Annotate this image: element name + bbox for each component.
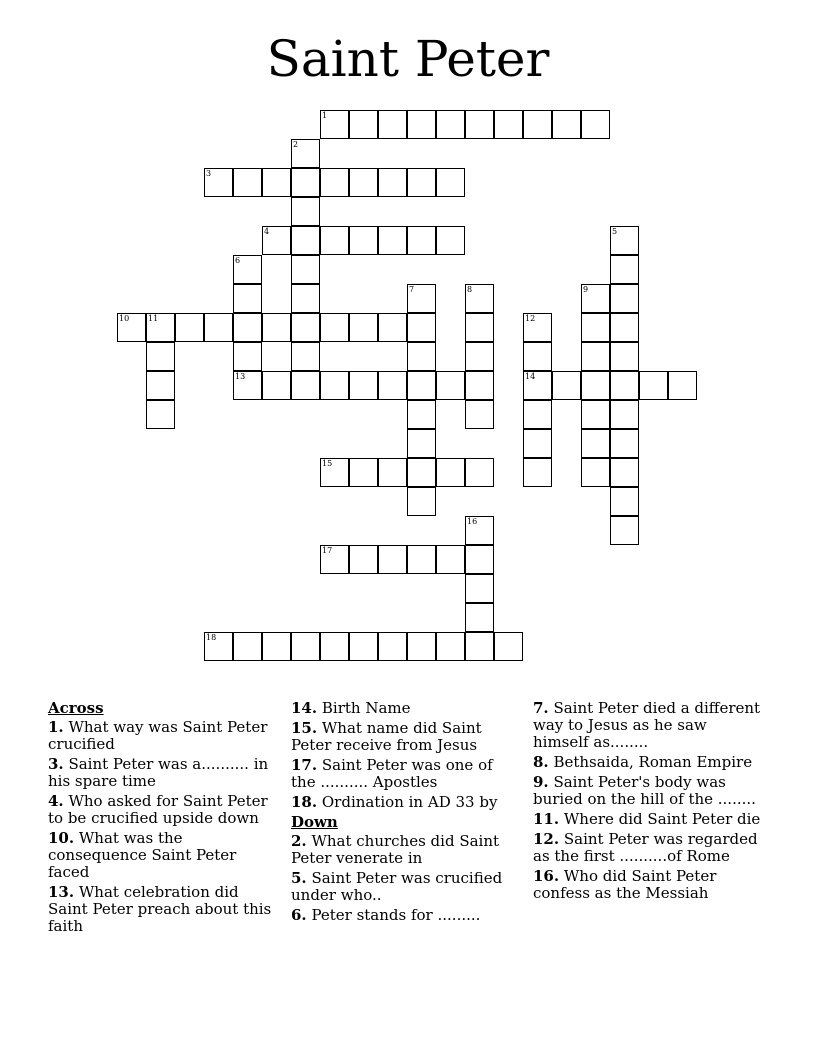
clue-number: 11 [148,314,159,323]
clue-item: 15. What name did Saint Peter receive from Jesus [291,719,482,754]
grid-cell[interactable] [407,284,436,313]
clue-number: 1 [322,111,328,120]
clue-number: 12 [525,314,536,323]
grid-cell[interactable] [465,516,494,545]
grid-cell[interactable] [465,458,494,487]
clue-item: 6. Peter stands for ......... [291,906,481,924]
grid-cell[interactable] [349,545,378,574]
grid-cell[interactable] [436,545,465,574]
grid-cell[interactable] [204,632,233,661]
grid-cell[interactable] [436,458,465,487]
clue-item-number: 16. [533,867,560,885]
grid-cell[interactable] [233,168,262,197]
grid-cell[interactable] [581,110,610,139]
clue-section-heading: Down [291,813,338,831]
grid-cell[interactable] [320,226,349,255]
grid-cell[interactable] [262,226,291,255]
grid-cell[interactable] [349,168,378,197]
clue-item-number: 5. [291,869,307,887]
grid-cell[interactable] [465,313,494,342]
clue-item-number: 7. [533,699,549,717]
clue-number: 3 [206,169,212,178]
clue-number: 2 [293,140,299,149]
grid-cell[interactable] [378,226,407,255]
clue-item-number: 4. [48,792,64,810]
grid-cell[interactable] [407,487,436,516]
grid-cell[interactable] [407,110,436,139]
grid-cell[interactable] [523,110,552,139]
grid-cell[interactable] [320,632,349,661]
grid-cell[interactable] [494,632,523,661]
grid-cell[interactable] [523,371,552,400]
grid-cell[interactable] [233,284,262,313]
clue-number: 7 [409,285,415,294]
clue-item: 1. What way was Saint Peter crucified [48,718,268,753]
clue-number: 15 [322,459,333,468]
grid-cell[interactable] [581,371,610,400]
clue-column-1 [48,700,280,938]
clue-item-number: 11. [533,810,560,828]
clue-item-number: 18. [291,793,318,811]
grid-cell[interactable] [523,458,552,487]
grid-cell[interactable] [668,371,697,400]
grid-cell[interactable] [465,574,494,603]
grid-cell[interactable] [581,284,610,313]
grid-cell[interactable] [349,458,378,487]
grid-cell[interactable] [233,313,262,342]
clue-number: 18 [206,633,217,642]
grid-cell[interactable] [349,371,378,400]
grid-cell[interactable] [320,371,349,400]
grid-cell[interactable] [552,110,581,139]
grid-cell[interactable] [465,545,494,574]
grid-cell[interactable] [291,632,320,661]
clue-item: 8. Bethsaida, Roman Empire [533,753,753,771]
grid-cell[interactable] [204,168,233,197]
grid-cell[interactable] [262,313,291,342]
grid-cell[interactable] [465,603,494,632]
grid-cell[interactable] [291,313,320,342]
clue-item: 13. What celebration did Saint Peter preach about this faith [48,883,272,935]
grid-cell[interactable] [146,400,175,429]
grid-cell[interactable] [523,400,552,429]
grid-cell[interactable] [610,458,639,487]
grid-cell[interactable] [320,110,349,139]
grid-cell[interactable] [465,632,494,661]
grid-cell[interactable] [465,342,494,371]
grid-cell[interactable] [407,400,436,429]
clue-item-number: 10. [48,829,75,847]
grid-cell[interactable] [407,429,436,458]
grid-cell[interactable] [378,168,407,197]
grid-cell[interactable] [378,110,407,139]
clue-item: 17. Saint Peter was one of the .......... Apostles [291,756,493,791]
clue-number: 16 [467,517,478,526]
grid-cell[interactable] [117,313,146,342]
grid-cell[interactable] [610,371,639,400]
grid-cell[interactable] [465,284,494,313]
grid-cell[interactable] [320,313,349,342]
grid-cell[interactable] [610,284,639,313]
clue-number: 10 [119,314,130,323]
grid-cell[interactable] [552,371,581,400]
grid-cell[interactable] [349,110,378,139]
grid-cell[interactable] [465,400,494,429]
grid-cell[interactable] [291,284,320,313]
clue-item-number: 17. [291,756,318,774]
grid-cell[interactable] [581,400,610,429]
grid-cell[interactable] [175,313,204,342]
clue-number: 6 [235,256,241,265]
grid-cell[interactable] [407,545,436,574]
grid-cell[interactable] [262,632,291,661]
grid-cell[interactable] [233,371,262,400]
grid-cell[interactable] [581,458,610,487]
grid-cell[interactable] [610,429,639,458]
clue-item-number: 13. [48,883,75,901]
clue-item-number: 12. [533,830,560,848]
grid-cell[interactable] [523,429,552,458]
clue-item-number: 6. [291,906,307,924]
grid-cell[interactable] [610,226,639,255]
clue-item-number: 1. [48,718,64,736]
grid-cell[interactable] [639,371,668,400]
grid-cell[interactable] [291,371,320,400]
grid-cell[interactable] [349,632,378,661]
grid-cell[interactable] [378,371,407,400]
grid-cell[interactable] [407,632,436,661]
clue-item: 2. What churches did Saint Peter venerate in [291,832,500,867]
clue-column-3 [533,700,765,905]
clue-number: 9 [583,285,589,294]
clue-item: 14. Birth Name [291,699,411,717]
grid-cell[interactable] [146,313,175,342]
grid-cell[interactable] [291,255,320,284]
clue-item: 5. Saint Peter was crucified under who.. [291,869,503,904]
grid-cell[interactable] [378,458,407,487]
clue-number: 13 [235,372,246,381]
grid-cell[interactable] [146,342,175,371]
grid-cell[interactable] [436,371,465,400]
grid-cell[interactable] [465,371,494,400]
grid-cell[interactable] [610,400,639,429]
clue-item: 18. Ordination in AD 33 by [291,793,498,811]
clue-item: 7. Saint Peter died a different way to Jesus as he saw himself as........ [533,699,761,751]
grid-cell[interactable] [610,516,639,545]
grid-cell[interactable] [407,371,436,400]
clue-item-number: 15. [291,719,318,737]
grid-cell[interactable] [407,168,436,197]
grid-cell[interactable] [407,226,436,255]
grid-cell[interactable] [320,545,349,574]
grid-cell[interactable] [262,168,291,197]
grid-cell[interactable] [291,226,320,255]
clue-column-2 [291,700,516,927]
grid-cell[interactable] [291,168,320,197]
grid-cell[interactable] [581,313,610,342]
clue-item-number: 2. [291,832,307,850]
grid-cell[interactable] [233,342,262,371]
grid-cell[interactable] [436,226,465,255]
grid-cell[interactable] [146,371,175,400]
grid-cell[interactable] [610,313,639,342]
clue-item: 11. Where did Saint Peter die [533,810,761,828]
grid-cell[interactable] [610,342,639,371]
grid-cell[interactable] [407,342,436,371]
grid-cell[interactable] [378,632,407,661]
grid-cell[interactable] [349,226,378,255]
grid-cell[interactable] [407,458,436,487]
grid-cell[interactable] [204,313,233,342]
grid-cell[interactable] [523,342,552,371]
grid-cell[interactable] [436,632,465,661]
grid-cell[interactable] [436,110,465,139]
grid-cell[interactable] [291,139,320,168]
grid-cell[interactable] [320,458,349,487]
grid-cell[interactable] [436,168,465,197]
grid-cell[interactable] [378,545,407,574]
clue-item: 9. Saint Peter's body was buried on the hill of the ........ [533,773,756,808]
grid-cell[interactable] [581,342,610,371]
grid-cell[interactable] [378,313,407,342]
clue-item: 12. Saint Peter was regarded as the first ..........of Rome [533,830,758,865]
grid-cell[interactable] [610,487,639,516]
clue-number: 5 [612,227,618,236]
grid-cell[interactable] [262,371,291,400]
clue-item: 10. What was the consequence Saint Peter faced [48,829,237,881]
grid-cell[interactable] [407,313,436,342]
clue-number: 17 [322,546,333,555]
grid-cell[interactable] [523,313,552,342]
grid-cell[interactable] [291,342,320,371]
clue-item: 4. Who asked for Saint Peter to be crucified upside down [48,792,268,827]
clue-number: 14 [525,372,536,381]
grid-cell[interactable] [581,429,610,458]
grid-cell[interactable] [233,632,262,661]
clue-item-number: 9. [533,773,549,791]
grid-cell[interactable] [233,255,262,284]
clue-item-number: 14. [291,699,318,717]
clue-number: 4 [264,227,270,236]
grid-cell[interactable] [494,110,523,139]
clue-item: 3. Saint Peter was a.......... in his spare time [48,755,269,790]
clue-number: 8 [467,285,473,294]
grid-cell[interactable] [610,255,639,284]
clue-item-number: 3. [48,755,64,773]
grid-cell[interactable] [349,313,378,342]
clue-item: 16. Who did Saint Peter confess as the Messiah [533,867,717,902]
grid-cell[interactable] [291,197,320,226]
grid-cell[interactable] [465,110,494,139]
page-title: Saint Peter [266,30,550,88]
grid-cell[interactable] [320,168,349,197]
clue-section-heading: Across [48,699,104,717]
clue-item-number: 8. [533,753,549,771]
